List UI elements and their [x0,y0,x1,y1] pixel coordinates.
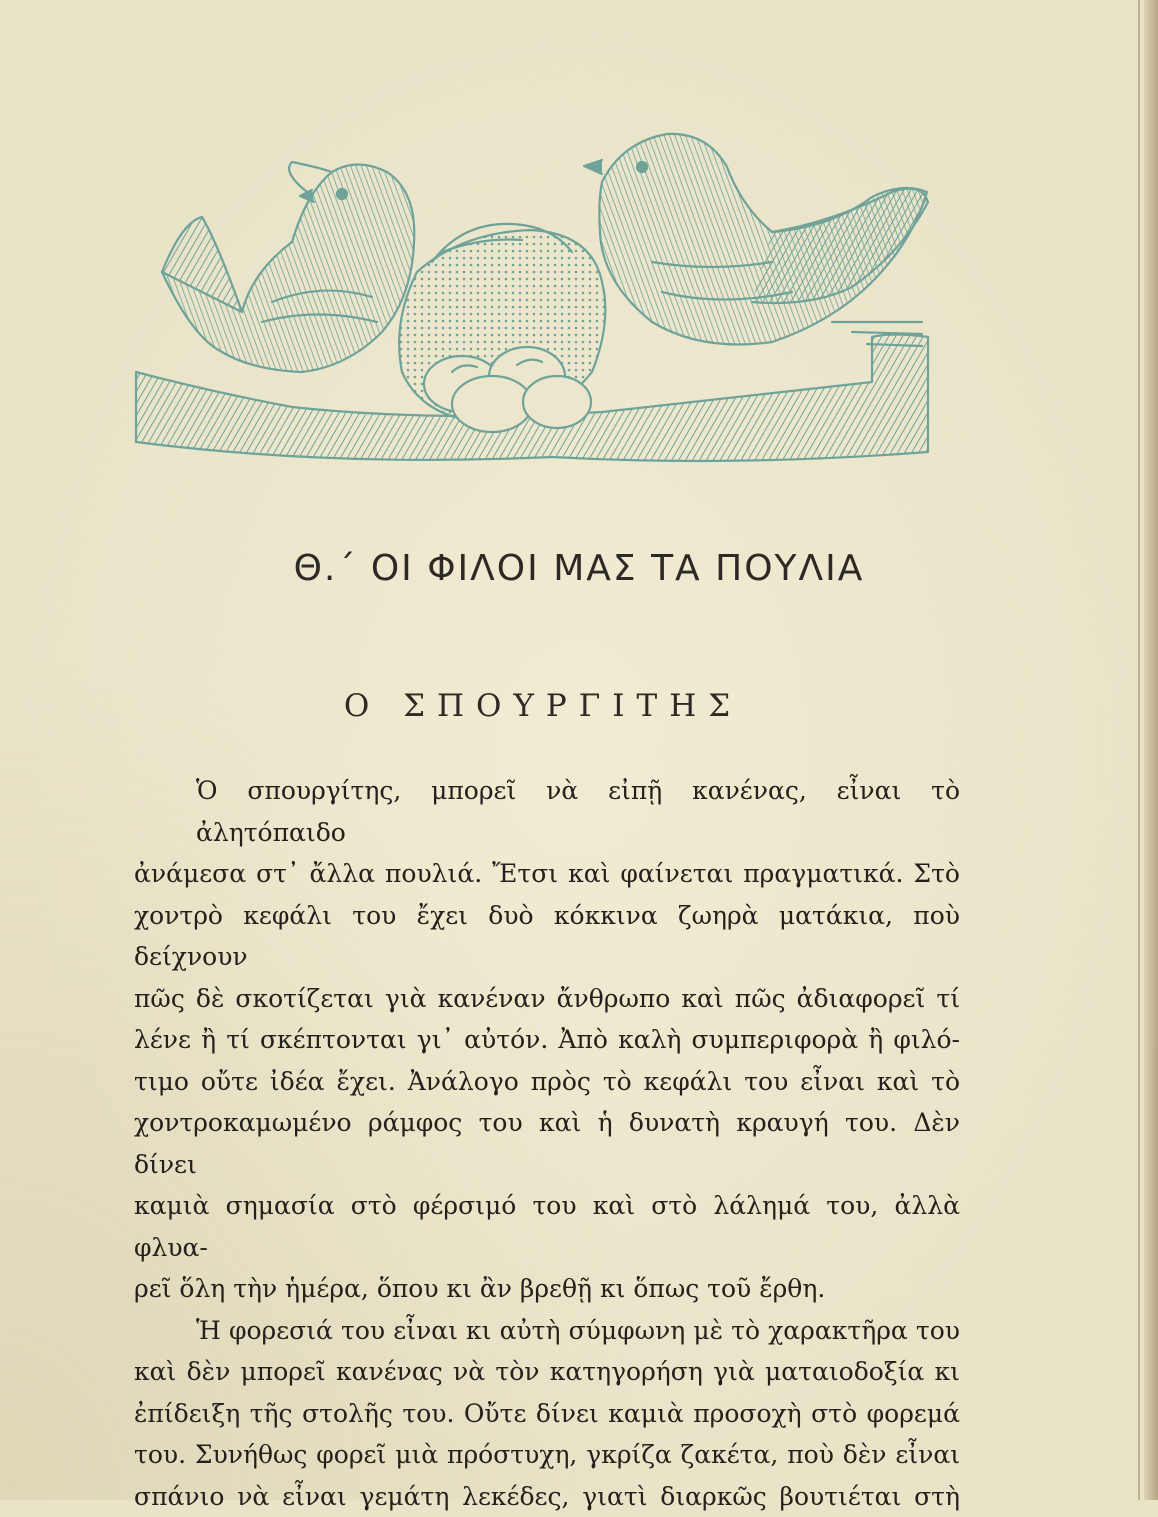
section-title: Ο ΣΠΟΥΡΓΙΤΗΣ [0,688,1086,724]
text-line: του. Συνήθως φορεῖ μιὰ πρόστυχη, γκρίζα ζακέτα, ποὺ δὲν εἶναι [134,1434,960,1476]
paragraph-2 [134,1310,960,1517]
body-text [134,770,960,1517]
text-line: πῶς δὲ σκοτίζεται γιὰ κανέναν ἄνθρωπο καὶ πῶς ἀδιαφορεῖ τί [134,978,960,1020]
chapter-title: Θ.΄ ΟΙ ΦΙΛΟΙ ΜΑΣ ΤΑ ΠΟΥΛΙΑ [0,548,1158,589]
text-line: καὶ δὲν μπορεῖ κανένας νὰ τὸν κατηγορήση γιὰ ματαιοδοξία κι [134,1351,960,1393]
text-line: λένε ἢ τί σκέπτονται γι᾿ αὐτόν. Ἀπὸ καλὴ συμπεριφορὰ ἢ φιλό- [134,1019,960,1061]
text-line: ἀνάμεσα στ᾿ ἄλλα πουλιά. Ἔτσι καὶ φαίνεται πραγματικά. Στὸ [134,853,960,895]
right-sparrow-beak [584,160,602,174]
egg-shape [523,376,591,428]
sparrows-nest-illustration [132,122,932,470]
text-line: ἐπίδειξη τῆς στολῆς του. Οὔτε δίνει καμιὰ προσοχὴ στὸ φορεμά [134,1393,960,1435]
left-sparrow-beak [300,190,314,202]
egg-shape [452,376,532,432]
text-line: καμιὰ σημασία στὸ φέρσιμό του καὶ στὸ λάλημά του, ἀλλὰ φλυα- [134,1185,960,1268]
text-line: χοντρὸ κεφάλι του ἔχει δυὸ κόκκινα ζωηρὰ ματάκια, ποὺ δείχνουν [134,895,960,978]
text-line: χοντροκαμωμένο ράμφος του καὶ ἡ δυνατὴ κραυγή του. Δὲν δίνει [134,1102,960,1185]
page-spine-line [1138,0,1140,1500]
text-line: τιμο οὔτε ἰδέα ἔχει. Ἀνάλογο πρὸς τὸ κεφάλι του εἶναι καὶ τὸ [134,1061,960,1103]
text-line: Ἡ φορεσιά του εἶναι κι αὐτὴ σύμφωνη μὲ τὸ χαρακτῆρα του [134,1310,960,1352]
text-line: σπάνιο νὰ εἶναι γεμάτη λεκέδες, γιατὶ διαρκῶς βουτιέται στὴ [134,1476,960,1517]
paragraph-1 [134,770,960,1310]
text-line: ρεῖ ὅλη τὴν ἡμέρα, ὅπου κι ἂν βρεθῇ κι ὅπως τοῦ ἔρθη. [134,1268,960,1310]
page-edge-shadow [1144,0,1158,1500]
text-line: Ὁ σπουργίτης, μπορεῖ νὰ εἰπῇ κανένας, εἶναι τὸ ἀλητόπαιδο [134,770,960,853]
